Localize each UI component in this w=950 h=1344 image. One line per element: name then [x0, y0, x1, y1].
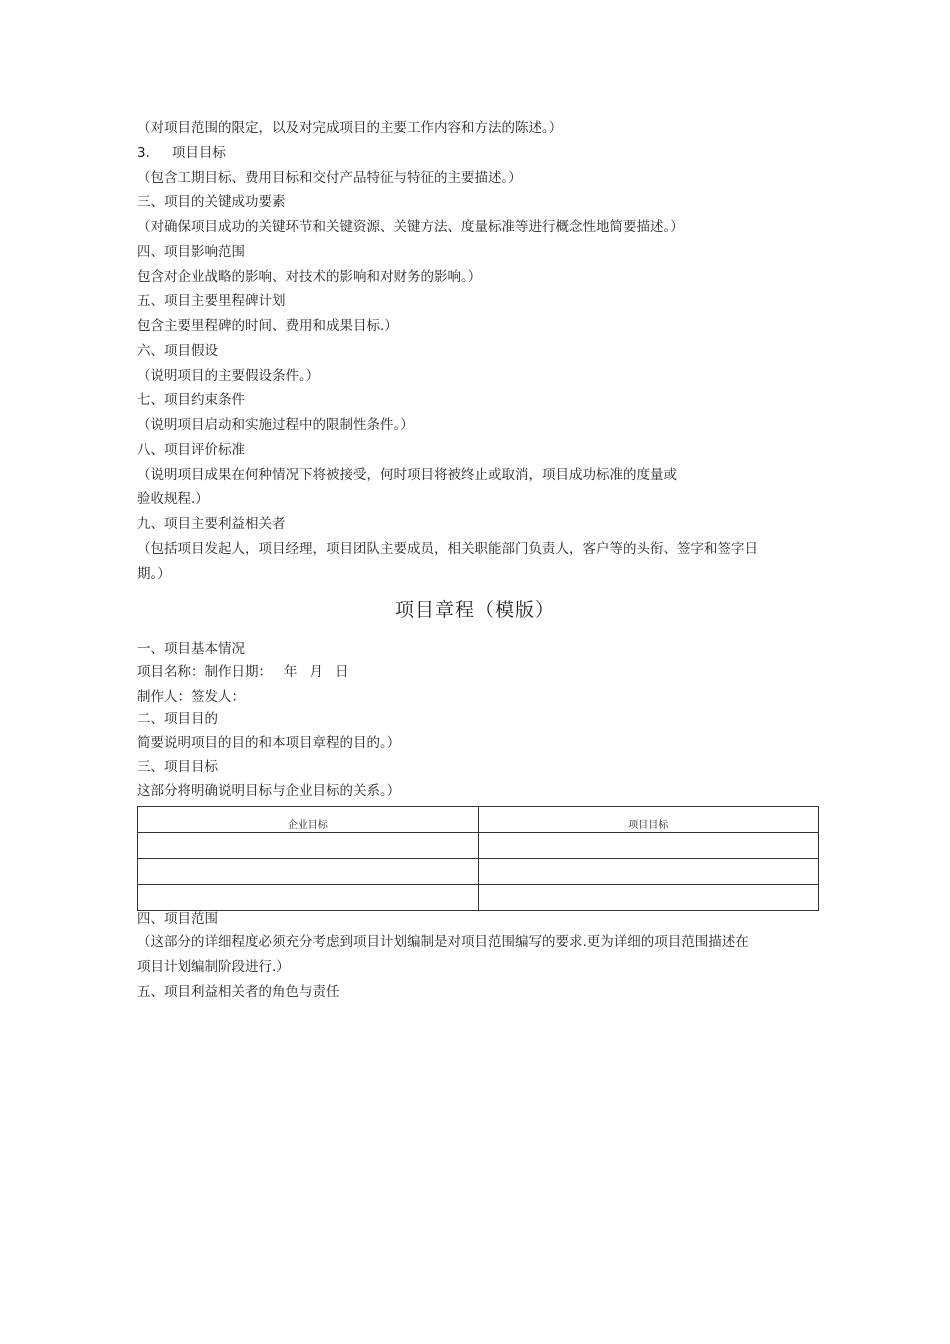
date-month: 月 [309, 664, 323, 680]
assumptions-description: （说明项目的主要假设条件。） [137, 368, 320, 384]
project-goal-header: 项目目标 [478, 807, 819, 833]
purpose-description: 简要说明项目的目的和本项目章程的目的。） [137, 735, 401, 751]
item-3-number: 3. [137, 145, 150, 161]
table-row [138, 885, 819, 911]
objectives-description: （包含工期目标、费用目标和交付产品特征与特征的主要描述。） [137, 170, 522, 186]
section-5-heading: 五、项目主要里程碑计划 [137, 293, 286, 309]
section-7-heading: 七、项目约束条件 [137, 392, 245, 408]
constraints-description: （说明项目启动和实施过程中的限制性条件。） [137, 417, 414, 433]
maker-line: 制作人：签发人： [137, 689, 245, 705]
enterprise-goal-header: 企业目标 [138, 807, 479, 833]
stakeholders-description-line-1: （包括项目发起人，项目经理，项目团队主要成员，相关职能部门负责人，客户等的头衔、签字和签字日 [137, 541, 758, 557]
scope-description: （对项目范围的限定，以及对完成项目的主要工作内容和方法的陈述。） [137, 120, 563, 136]
section-9-heading: 九、项目主要利益相关者 [137, 516, 286, 532]
charter-section-5-heading: 五、项目利益相关者的角色与责任 [137, 984, 340, 1000]
date-day: 日 [335, 664, 349, 680]
table-cell [138, 885, 479, 911]
charter-title: 项目章程（模版） [394, 599, 555, 621]
goals-description: 这部分将明确说明目标与企业目标的关系。） [137, 783, 401, 799]
charter-section-4-heading: 四、项目范围 [137, 911, 218, 927]
section-6-heading: 六、项目假设 [137, 343, 218, 359]
table-cell [138, 859, 479, 885]
scope-detail-line-1: （这部分的详细程度必须充分考虑到项目计划编制是对项目范围编写的要求.更为详细的项目范围描述在 [137, 934, 749, 950]
table-header-row [138, 807, 819, 833]
criteria-description-line-2: 验收规程.） [137, 491, 209, 507]
charter-section-1-heading: 一、项目基本情况 [137, 641, 245, 657]
section-8-heading: 八、项目评价标准 [137, 442, 245, 458]
impact-description: 包含对企业战略的影响、对技术的影响和对财务的影响。） [137, 269, 482, 285]
item-3-heading [137, 144, 226, 162]
criteria-description-line-1: （说明项目成果在何种情况下将被接受，何时项目将被终止或取消，项目成功标准的度量或 [137, 467, 677, 483]
table-cell [478, 885, 819, 911]
item-3-label: 项目目标 [171, 145, 226, 161]
charter-section-2-heading: 二、项目目的 [137, 711, 218, 727]
section-3-heading: 三、项目的关键成功要素 [137, 194, 286, 210]
section-4-heading: 四、项目影响范围 [137, 244, 245, 260]
table-row [138, 833, 819, 859]
goals-table [137, 806, 819, 911]
scope-detail-line-2: 项目计划编制阶段进行.） [137, 959, 290, 975]
table-row [138, 859, 819, 885]
table-cell [138, 833, 479, 859]
success-factors-description: （对确保项目成功的关键环节和关键资源、关键方法、度量标准等进行概念性地简要描述。） [137, 219, 684, 235]
milestone-description: 包含主要里程碑的时间、费用和成果目标.） [137, 318, 398, 334]
table-cell [478, 833, 819, 859]
charter-section-3-heading: 三、项目目标 [137, 759, 218, 775]
stakeholders-description-line-2: 期。） [137, 566, 171, 582]
project-name-label: 项目名称：制作日期： [137, 664, 272, 680]
date-year: 年 [284, 664, 298, 680]
project-name-line [137, 663, 349, 681]
table-cell [478, 859, 819, 885]
